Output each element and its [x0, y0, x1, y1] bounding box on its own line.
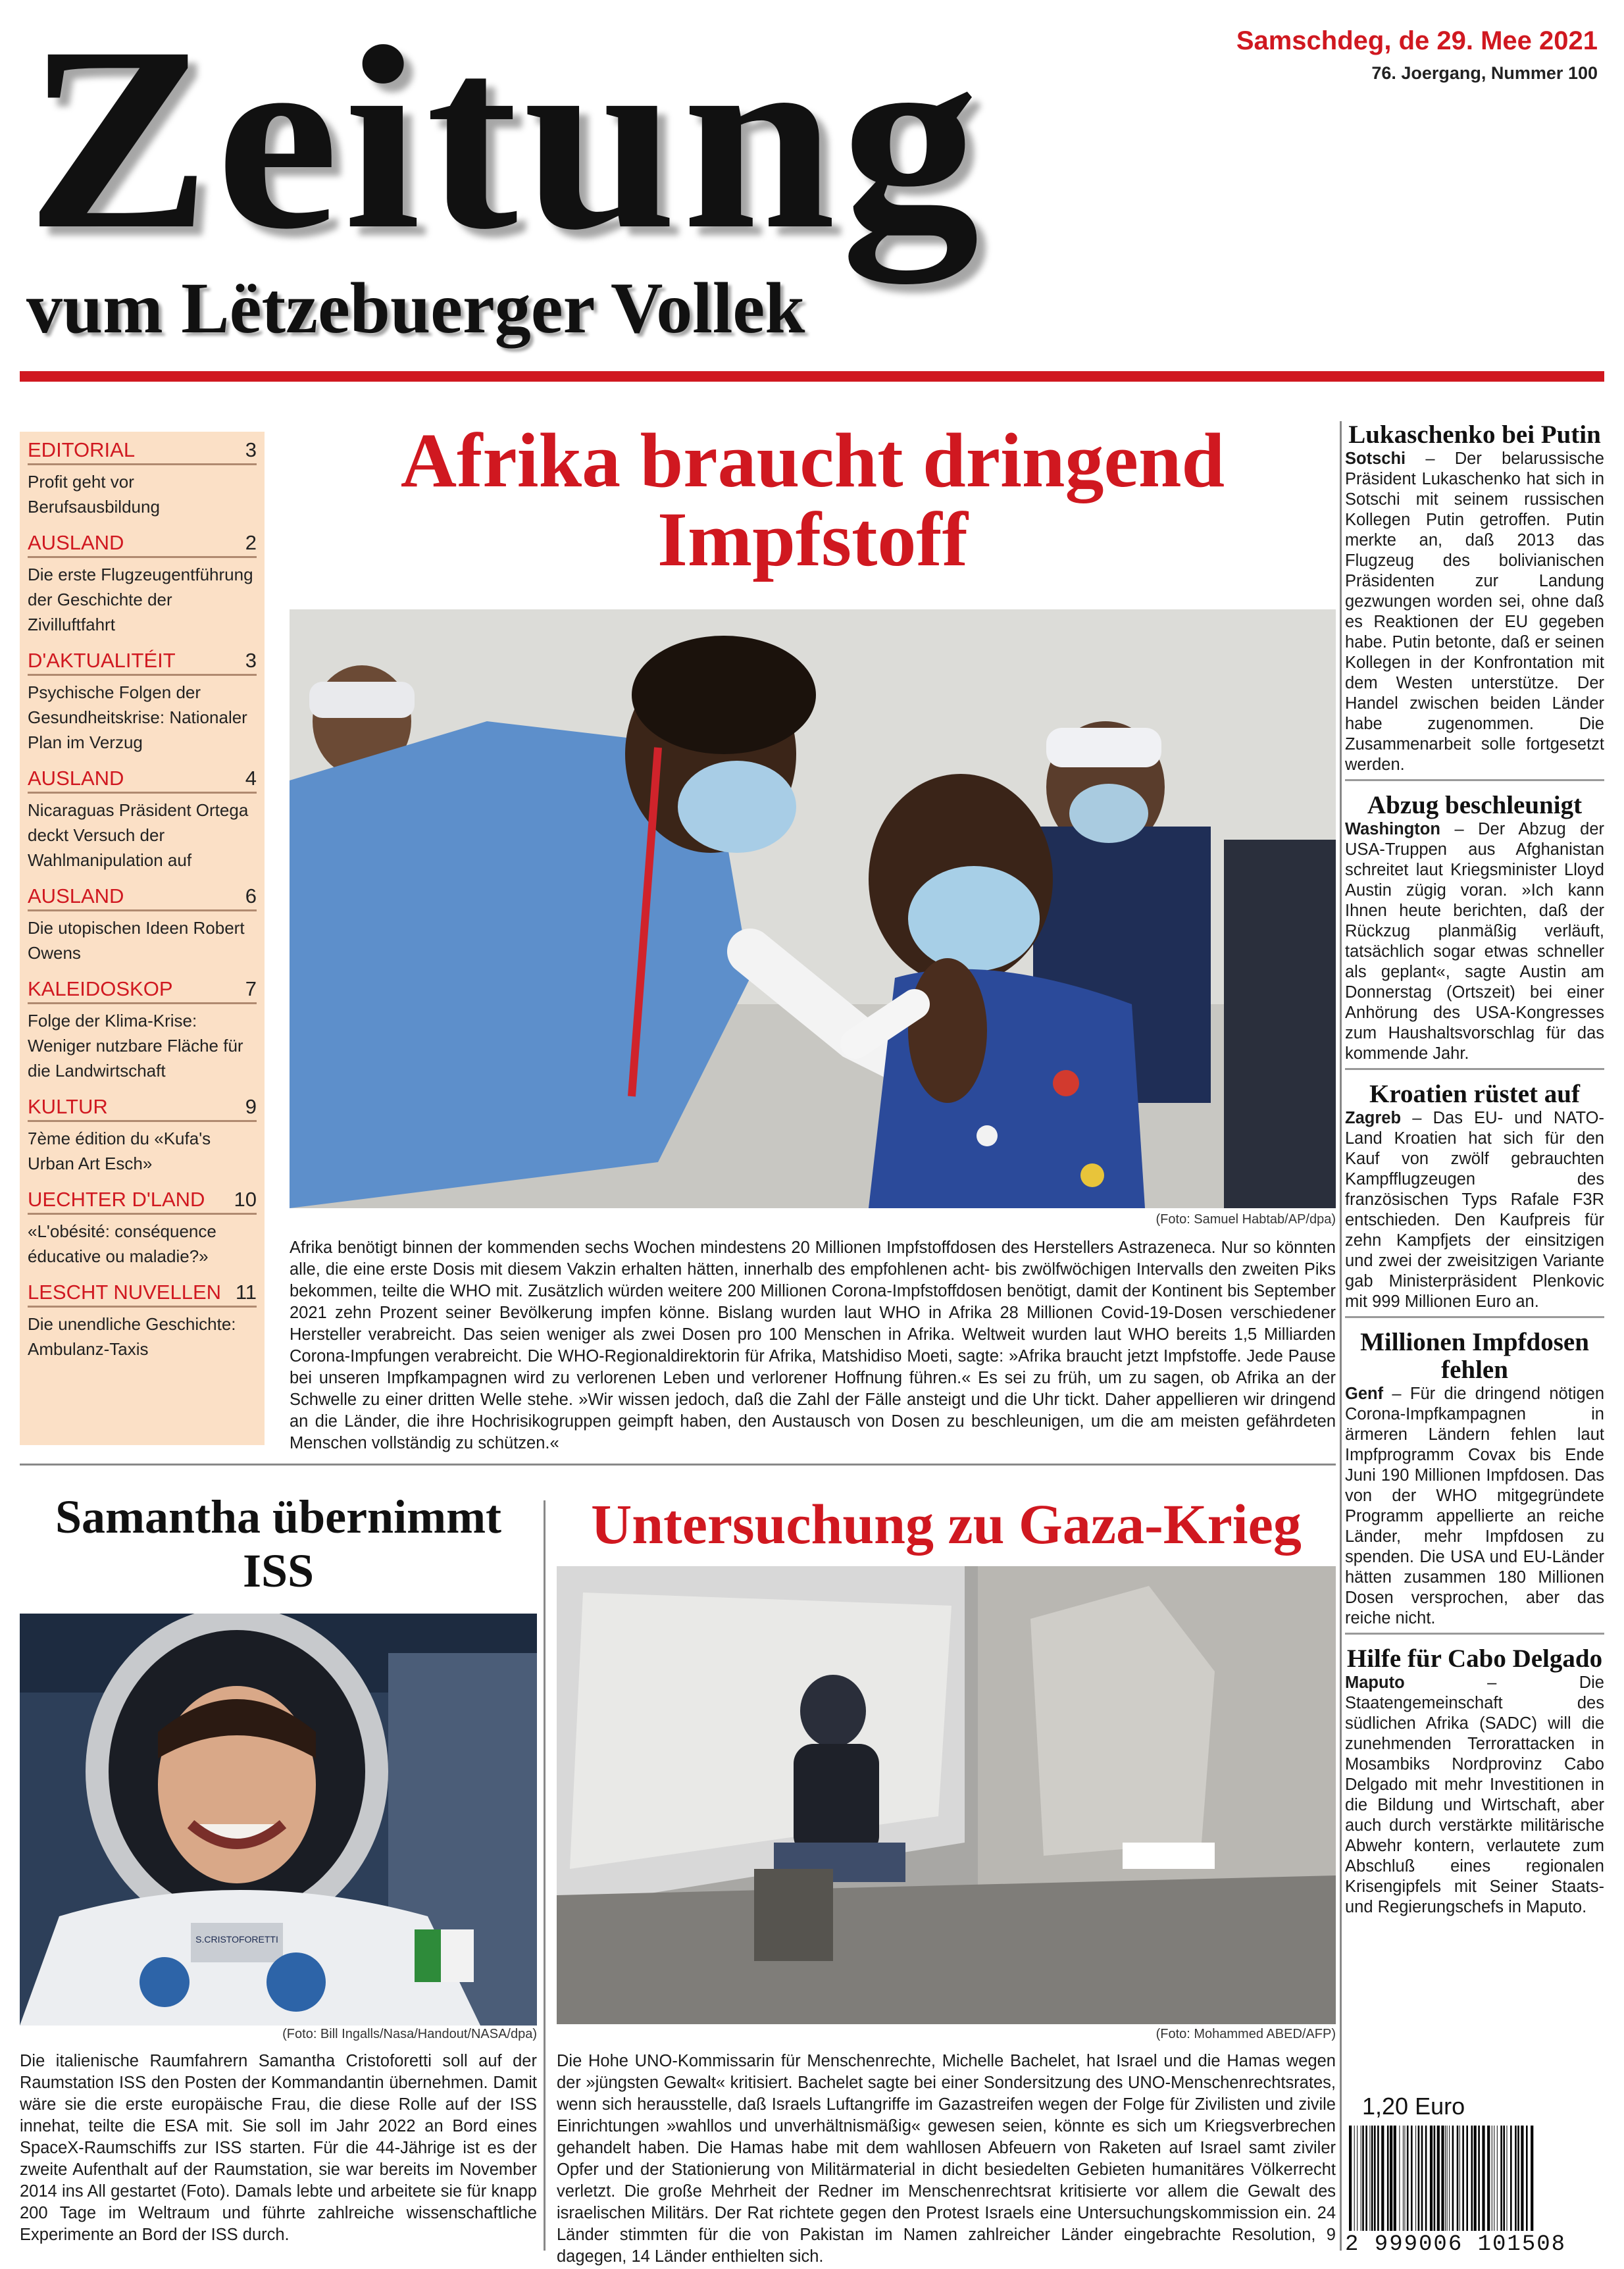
table-of-contents [20, 432, 265, 1445]
toc-summary: Die utopischen Ideen Robert Owens [28, 918, 245, 963]
gaza-article-body: Die Hohe UNO-Kommissarin für Menschenrechte, Michelle Bachelet, hat Israel und die Hamas wegen der »jüngsten Gewalt« kritisiert. Bachelet sagte bei einer Sondersitzung des UNO-Menschenrechtsrates, wenn sich herausstelle, daß Israels Luftangriffe im Gazastreifen wegen der Folge für Zivilisten und zivile Einrichtungen »wahllos und unverhältnismäßig« gewesen seien, könnte es sich um Kriegsverbrechen gehandelt haben. Die Hamas habe mit dem wahllosen Abfeuern von Raketen auf Israel samt ziviler Opfer und der Stationierung von Militärmaterial in dicht besiedelten Gebieten humanitäres Völkerrecht verletzt. Die große Mehrheit der Redner im Menschenrechtsrat kritisierte vor allem die Gewalt des israelischen Militärs. Der Rat richtete gegen den Protest Israels eine Untersuchungskommission ein. 24 Länder stimmten für die von Pakistan im Namen zahlreicher Länder eingebrachte Resolution, 9 dagegen, 14 Länder enthielten sich. [557, 2052, 1336, 2266]
barcode-bar [1377, 2126, 1379, 2231]
news-brief-dateline: Zagreb [1345, 1109, 1402, 1127]
barcode-bar [1457, 2126, 1459, 2231]
barcode-bar [1357, 2126, 1358, 2231]
barcode-bar [1387, 2126, 1389, 2231]
barcode-bar [1526, 2126, 1528, 2231]
news-brief-text [1345, 1673, 1604, 1918]
suit-nametag: S.CRISTOFORETTI [195, 1934, 278, 1945]
toc-section-name: UECHTER D'LAND [28, 1188, 205, 1211]
gaza-photo-credit: (Foto: Mohammed ABED/AFP) [1155, 2027, 1336, 2041]
gaza-headline: Untersuchung zu Gaza-Krieg [591, 1492, 1302, 1556]
lead-headline: Afrika braucht dringend Impfstoff [400, 417, 1225, 582]
barcode-bar [1404, 2126, 1405, 2231]
toc-summary: Folge der Klima-Krise: Weniger nutzbare Fläche für die Landwirtschaft [28, 1011, 243, 1081]
toc-section-name: AUSLAND [28, 884, 124, 907]
barcode-bar [1418, 2126, 1420, 2231]
barcode-bar [1441, 2126, 1444, 2231]
barcode-bar [1390, 2126, 1392, 2231]
barcode-bar [1487, 2126, 1490, 2231]
toc-summary: «L'obésité: conséquence éducative ou maladie?» [28, 1221, 216, 1266]
news-brief-title: Abzug beschleunigt [1367, 791, 1583, 819]
toc-section-name: KULTUR [28, 1095, 108, 1118]
toc-item[interactable] [28, 977, 257, 1083]
barcode-bar [1362, 2126, 1364, 2231]
toc-summary: Nicaraguas Präsident Ortega deckt Versuch der Wahlmanipulation auf [28, 800, 249, 870]
news-brief-body: – Der belarussische Präsident Lukaschenko hat sich in Sotschi mit seinem russischen Kollegen Putin getroffen. Putin merkte an, daß 2013 das Flugzeug des bolivianischen Präsidenten zur Landung gezwungen worden sei, ohne daß es Reaktionen der EU gegeben habe. Putin betonte, daß er seinen Kollegen in der Konfrontation mit dem Westen unterstütze. Der Handel zwischen beiden Länder habe zugenommen. Die Zusammenarbeit solle fortgesetzt werden. [1345, 449, 1604, 774]
toc-page-number: 3 [245, 649, 257, 672]
iss-article-body: Die italienische Raumfahrern Samantha Cristoforetti soll auf der Raumstation ISS den Posten der Kommandantin übernehmen. Damit wäre sie die erste europäische Frau, die diese Rolle auf der ISS innehat, teilte die ESA mit. Sie soll im Jahr 2022 an Bord eines SpaceX-Raumschiffs zur ISS starten. Für die 44-Jährige ist es der zweite Aufenthalt auf der Raumstation, sie war bereits im November 2014 ins All gestartet (Foto). Damals lebte und arbeitete sie für knapp 200 Tage im Weltraum und führte zahlreiche wissenschaftliche Experimente an Bord der ISS durch. [20, 2052, 537, 2244]
toc-item-header [28, 531, 257, 558]
issue-date: Samschdeg, de 29. Mee 2021 [1236, 26, 1598, 55]
barcode-bar [1500, 2126, 1502, 2231]
column-divider-bottom [544, 1500, 546, 2251]
toc-item[interactable] [28, 1281, 257, 1362]
news-brief-dateline: Washington [1345, 820, 1440, 838]
barcode-bar [1445, 2126, 1446, 2231]
toc-page-number: 6 [245, 884, 257, 907]
barcode-bar [1497, 2126, 1498, 2231]
toc-item[interactable] [28, 884, 257, 965]
news-brief-title: Hilfe für Cabo Delgado [1346, 1644, 1603, 1673]
barcode-number: 2 999006 101508 [1345, 2232, 1604, 2257]
lead-photo-credit: (Foto: Samuel Habtab/AP/dpa) [1155, 1212, 1336, 1227]
toc-item[interactable] [28, 767, 257, 873]
iss-photo-credit: (Foto: Bill Ingalls/Nasa/Handout/NASA/dpa) [282, 2027, 537, 2041]
news-brief-text [1345, 1108, 1604, 1312]
toc-page-number: 10 [234, 1188, 257, 1211]
lead-photo-vaccination [290, 609, 1336, 1208]
news-brief-text [1345, 819, 1604, 1064]
toc-item-header [28, 1188, 257, 1215]
iss-photo-astronaut [20, 1614, 537, 2026]
masthead-title: Zeitung [26, 0, 985, 284]
news-brief [1345, 1645, 1604, 1918]
barcode-bar [1449, 2126, 1450, 2231]
barcode-bar [1531, 2126, 1533, 2231]
news-brief [1345, 421, 1604, 781]
toc-page-number: 9 [245, 1095, 257, 1118]
news-brief-dateline: Maputo [1345, 1673, 1405, 1692]
barcode-bar [1425, 2126, 1427, 2231]
toc-page-number: 4 [245, 767, 257, 790]
news-brief [1345, 1081, 1604, 1318]
barcode-bar [1503, 2126, 1505, 2231]
news-brief-body: – Die Staatengemeinschaft des südlichen Afrika (SADC) will die zunehmenden Terrorattacken in Mosambiks Nordprovinz Cabo Delgado mit mehr Investitionen in die Bildung und Wirtschaft, aber auch durch verstärkte militärische Abwehr kontern, verlautete zum Abschluß eines regionalen Krisengipfels mit Seiner Staats- und Regierungschefs in Maputo. [1345, 1673, 1604, 1916]
masthead-subtitle: vum Lëtzebuerger Vollek [26, 268, 805, 348]
barcode-bar [1407, 2126, 1409, 2231]
news-brief-text [1345, 1384, 1604, 1629]
barcode-bar [1474, 2126, 1477, 2231]
toc-page-number: 7 [245, 977, 257, 1000]
news-brief-separator [1345, 1068, 1604, 1070]
price-label: 1,20 Euro [1362, 2093, 1465, 2120]
barcode-bar [1507, 2126, 1508, 2231]
barcode-bar [1354, 2126, 1355, 2231]
toc-item[interactable] [28, 1188, 257, 1269]
barcode-bar [1369, 2126, 1370, 2231]
ruins-illustration [557, 1566, 1336, 2024]
news-brief [1345, 792, 1604, 1070]
barcode-bar [1437, 2126, 1440, 2231]
toc-page-number: 3 [245, 438, 257, 461]
barcode-bar [1478, 2126, 1480, 2231]
news-brief-separator [1345, 1316, 1604, 1318]
vaccination-illustration [290, 609, 1336, 1208]
news-brief-body: – Das EU- und NATO-Land Kroatien hat sich für den Kauf von zwölf gebrauchten Kampfflugzeugen des französischen Typs Rafale F3R entschieden. Den Kaufpreis für zehn Kampfjets der einsitzigen und zwei der zweisitzigen Variante gab Ministerpräsident Plenkovic mit 999 Millionen Euro an. [1345, 1109, 1604, 1311]
barcode-bar [1521, 2126, 1523, 2231]
barcode-bar [1515, 2126, 1517, 2231]
iss-headline: Samantha übernimmt ISS [55, 1491, 502, 1597]
barcode-bar [1510, 2126, 1512, 2231]
toc-item-header [28, 767, 257, 794]
news-brief-separator [1345, 1633, 1604, 1635]
toc-summary: 7ème édition du «Kufa's Urban Art Esch» [28, 1129, 211, 1173]
news-brief-body: – Für die dringend nötigen Corona-Impfkampagnen in ärmeren Ländern fehlen laut Impfprogramm Covax bis Ende Juni 190 Millionen Impfdosen. Das von der WHO mitgegründete Programm appellierte an reiche Länder, mehr Impfdosen zu spenden. Die USA und EU-Länder hätten zusammen 180 Millionen Dosen versprochen, aber das reiche nicht. [1345, 1385, 1604, 1627]
news-brief-title: Kroatien rüstet auf [1369, 1080, 1580, 1108]
news-brief-title: Lukaschenko bei Putin [1348, 421, 1601, 449]
barcode-bar [1471, 2126, 1473, 2231]
news-brief-dateline: Sotschi [1345, 449, 1406, 468]
toc-item-header [28, 977, 257, 1004]
barcode-bar [1482, 2126, 1484, 2231]
toc-summary: Die erste Flugzeugentführung der Geschichte der Zivilluftfahrt [28, 565, 253, 634]
lead-article-body: Afrika benötigt binnen der kommenden sechs Wochen mindestens 20 Millionen Impfstoffdosen des Herstellers Astrazeneca. Nur so könnten alle, die eine erste Dosis mit diesem Vakzin erhalten hätten, innerhalb des empfohlenen acht- bis zwölfwöchigen Intervalls den zweiten Piks bekommen, teilte die WHO mit. Zusätzlich würden weitere 200 Millionen Corona-Impfstoffdosen benötigt, damit der Kontinent bis September 2021 zehn Prozent seiner Bevölkerung impfen könne. Bislang wurden laut WHO in Afrika 28 Millionen Covid-19-Dosen verschiedener Hersteller verabreicht. Das seien weniger als zwei Dosen pro 100 Menschen in Afrika. Weltweit wurden laut WHO bereits 1,5 Milliarden Corona-Impfungen verabreicht. Die WHO-Regionaldirektorin für Afrika, Matshidiso Moeti, sagte: »Afrika braucht jetzt Impfstoffe. Jede Pause bei unseren Impfkampagnen wird zu verlorenen Leben und verlorener Hoffnung führen.« Es sei zu früh, um zu sagen, ob Afrika an der Schwelle zu einer dritten Welle stehe. »Wir wissen jedoch, daß die Zahl der Fälle ansteigt und die Uhr tickt. Daher appellieren wir dringend an die Länder, die ihre Hochrisikogruppen geimpft haben, den Austausch von Dosen zu beschleunigen, um die am meisten gefährdeten Menschen vollständig zu schützen.« [290, 1238, 1336, 1452]
toc-section-name: KALEIDOSKOP [28, 977, 173, 1000]
toc-item[interactable] [28, 649, 257, 755]
barcode-bar [1411, 2126, 1413, 2231]
toc-item[interactable] [28, 531, 257, 637]
barcode-bar [1421, 2126, 1423, 2231]
toc-section-name: D'AKTUALITÉIT [28, 649, 176, 672]
barcode-bar [1415, 2126, 1416, 2231]
barcode-bar [1403, 2126, 1404, 2231]
barcode-bar [1374, 2126, 1376, 2231]
issue-number: 76. Joergang, Nummer 100 [1371, 63, 1598, 83]
news-brief-title: Millionen Impfdosen fehlen [1360, 1328, 1589, 1384]
gaza-photo-ruins [557, 1566, 1336, 2024]
barcode-bar [1381, 2126, 1384, 2231]
barcode-bar [1434, 2126, 1436, 2231]
toc-section-name: AUSLAND [28, 767, 124, 790]
barcode-bar [1371, 2126, 1373, 2231]
news-briefs-column [1345, 421, 1604, 1928]
toc-section-name: EDITORIAL [28, 438, 136, 461]
barcode-bar [1365, 2126, 1367, 2231]
toc-item-header [28, 649, 257, 676]
news-brief-separator [1345, 779, 1604, 781]
barcode-bar [1349, 2126, 1352, 2231]
toc-item-header [28, 438, 257, 465]
news-brief-dateline: Genf [1345, 1385, 1384, 1403]
barcode-bar [1430, 2126, 1433, 2231]
toc-summary: Die unendliche Geschichte: Ambulanz-Taxis [28, 1314, 236, 1359]
toc-item-header [28, 1095, 257, 1122]
toc-page-number: 11 [235, 1281, 257, 1304]
toc-summary: Profit geht vor Berufsausbildung [28, 472, 160, 517]
barcode-bar [1462, 2126, 1464, 2231]
toc-item[interactable] [28, 438, 257, 519]
news-brief-body: – Der Abzug der USA-Truppen aus Afghanistan schreitet laut Kriegsminister Lloyd Austin zügig voran. »Ich kann Ihnen heute berichten, daß der Rückzug planmäßig verläuft, tatsächlich sogar etwas schneller als geplant«, sagte Austin am Donnerstag (Ortszeit) bei einer Anhörung des USA-Kongresses zum Haushaltsvorschlag für das kommende Jahr. [1345, 820, 1604, 1063]
toc-section-name: LESCHT NUVELLEN [28, 1281, 222, 1304]
column-divider-right [1340, 421, 1342, 2251]
toc-item[interactable] [28, 1095, 257, 1176]
toc-section-name: AUSLAND [28, 531, 124, 554]
barcode-bar [1399, 2126, 1400, 2231]
toc-item-header [28, 884, 257, 911]
barcode-bar [1447, 2126, 1448, 2231]
astronaut-illustration [20, 1614, 537, 2026]
toc-item-header [28, 1281, 257, 1308]
lead-bottom-divider [20, 1464, 1336, 1466]
news-brief [1345, 1329, 1604, 1635]
toc-page-number: 2 [245, 531, 257, 554]
barcode-bar [1452, 2126, 1454, 2231]
news-brief-text [1345, 449, 1604, 775]
barcode-bar [1459, 2126, 1460, 2231]
barcode-bar [1466, 2126, 1468, 2231]
barcode-bars [1345, 2126, 1604, 2237]
toc-summary: Psychische Folgen der Gesundheitskrise: Nationaler Plan im Verzug [28, 682, 247, 752]
barcode-bar [1517, 2126, 1519, 2231]
barcode-bar [1394, 2126, 1396, 2231]
masthead-red-rule [20, 371, 1604, 382]
